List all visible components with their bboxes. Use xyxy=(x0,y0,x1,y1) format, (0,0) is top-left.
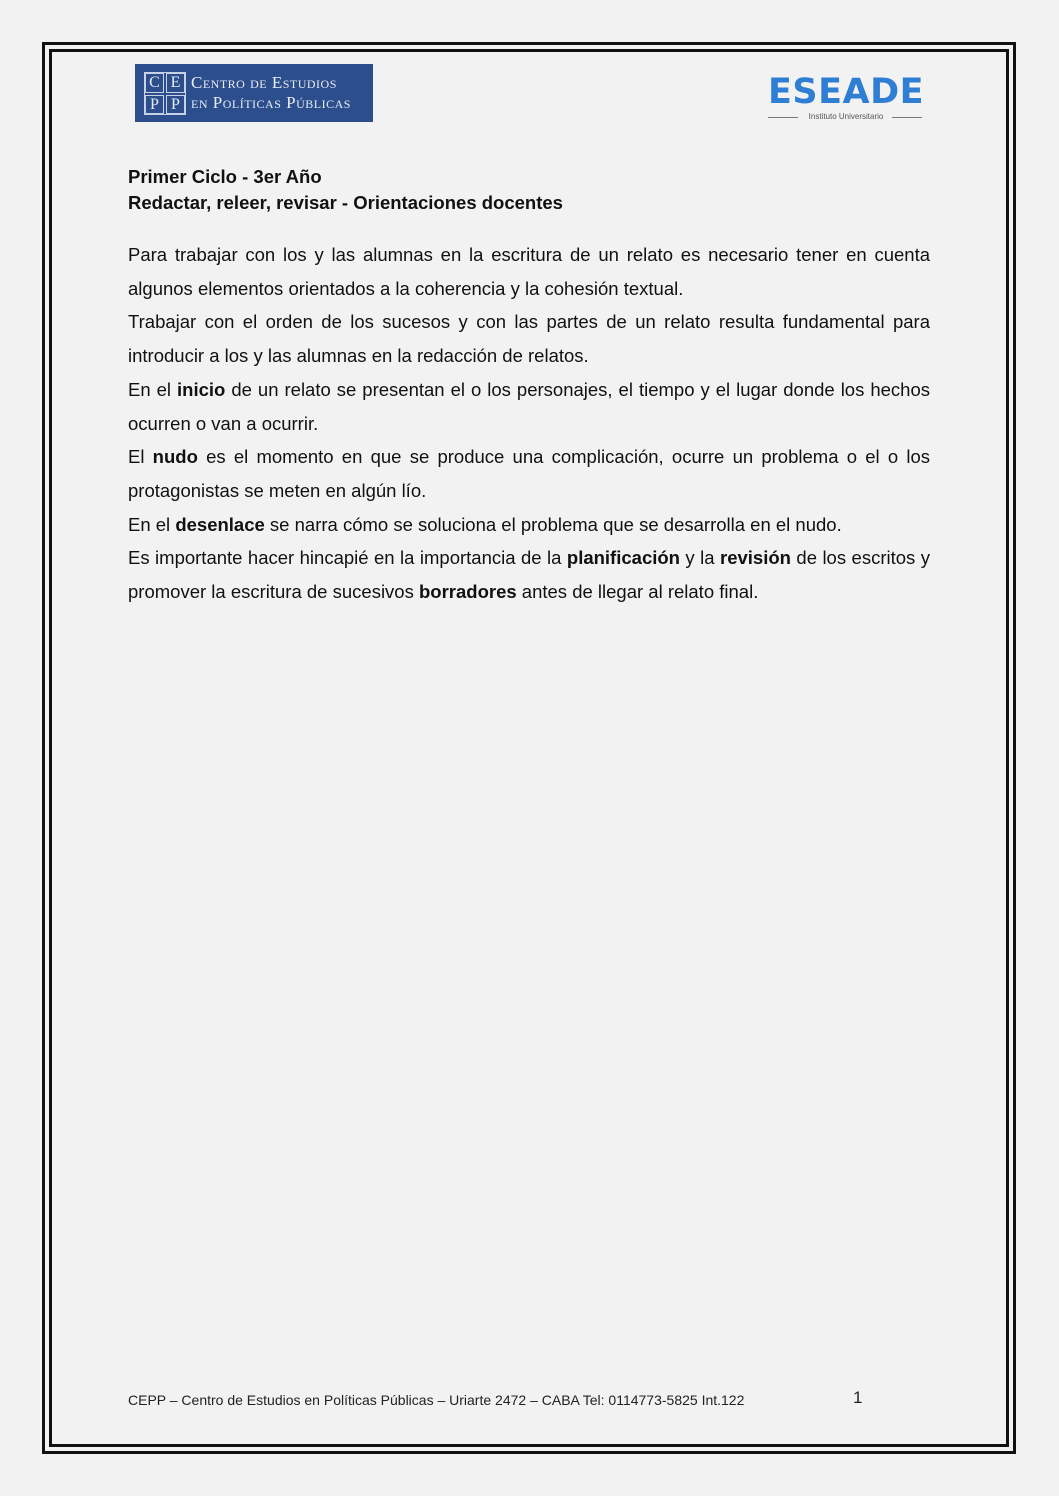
eseade-logo xyxy=(766,72,926,124)
eseade-logo-rule-right xyxy=(892,117,922,118)
paragraph xyxy=(128,541,930,608)
paragraph: Para trabajar con los y las alumnas en la escritura de un relato es necesario tener en cuenta algunos elementos orientados a la coherencia y la cohesión textual. xyxy=(128,244,930,299)
paragraph xyxy=(128,508,930,542)
cepp-logo xyxy=(135,64,373,122)
page-number: 1 xyxy=(853,1388,863,1407)
paragraph xyxy=(128,373,930,440)
term-desenlace: desenlace xyxy=(175,513,265,535)
paragraph-text: de los escritos y promover la escritura de sucesivos xyxy=(128,547,930,603)
footer-address: CEPP – Centro de Estudios en Políticas Públicas – Uriarte 2472 – CABA Tel: 0114773-5825 Int.122 xyxy=(128,1392,745,1408)
cepp-letter: P xyxy=(166,95,185,115)
eseade-logo-word: ESEADE xyxy=(767,72,925,112)
cepp-logo-mark xyxy=(144,72,186,115)
paragraph-text: En el xyxy=(128,513,176,535)
paragraph-text: se narra cómo se soluciona el problema que se desarrolla en el nudo. xyxy=(264,513,842,535)
cepp-letter: E xyxy=(166,73,185,93)
paragraph xyxy=(128,440,930,507)
paragraph: Trabajar con el orden de los sucesos y con las partes de un relato resulta fundamental para introducir a los y las alumnas en la redacción de relatos. xyxy=(128,311,930,367)
cepp-logo-text xyxy=(191,73,351,113)
document-heading-title: Redactar, releer, revisar - Orientaciones docentes xyxy=(128,192,563,213)
term-borradores: borradores xyxy=(418,581,517,603)
cepp-logo-line1: Centro de Estudios xyxy=(191,73,337,92)
paragraph-text: En el xyxy=(128,378,178,400)
term-nudo: nudo xyxy=(152,446,198,468)
paragraph-text: antes de llegar al relato final. xyxy=(516,581,759,603)
paragraph-text: es el momento en que se produce una complicación, ocurre un problema o el o los protagonistas se meten en algún lío. xyxy=(128,446,930,501)
document-heading-cycle: Primer Ciclo - 3er Año xyxy=(128,166,322,187)
paragraph-text: y la xyxy=(679,547,720,569)
paragraph-text: de un relato se presentan el o los personajes, el tiempo y el lugar donde los hechos ocurren o van a ocurrir. xyxy=(128,378,930,434)
eseade-logo-subtitle: Instituto Universitario xyxy=(808,112,884,121)
cepp-letter: P xyxy=(145,95,164,115)
paragraph-text: Es importante hacer hincapié en la importancia de la xyxy=(128,547,567,569)
cepp-logo-line2: en Políticas Públicas xyxy=(191,93,351,112)
paragraph-text: El xyxy=(128,446,153,468)
term-inicio: inicio xyxy=(177,378,226,400)
term-revision: revisión xyxy=(720,547,791,569)
document-body xyxy=(128,238,930,609)
term-planificacion: planificación xyxy=(566,547,680,569)
cepp-letter: C xyxy=(145,73,164,93)
